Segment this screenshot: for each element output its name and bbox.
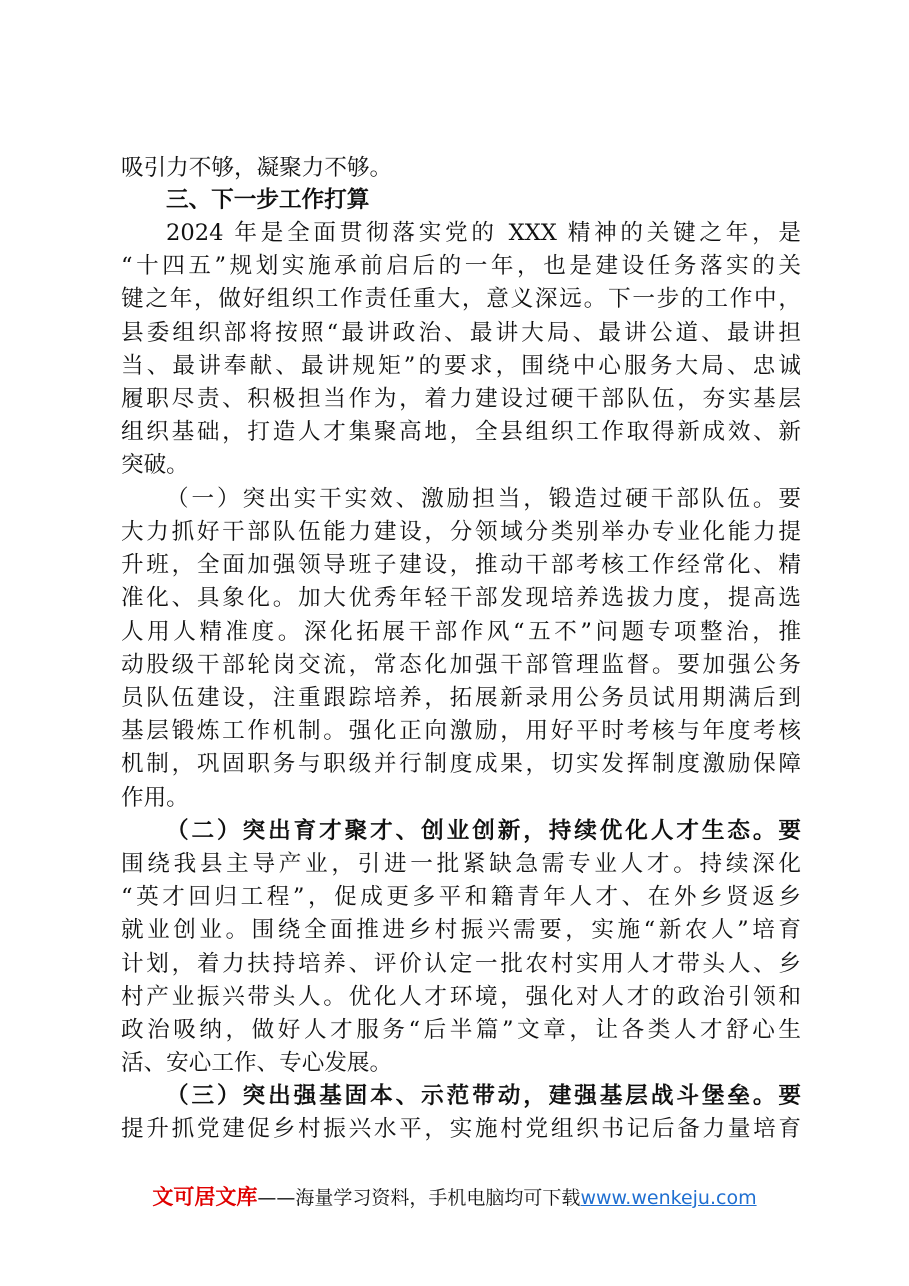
body-line: 大力抓好干部队伍能力建设，分领域分类别举办专业化能力提 xyxy=(121,519,801,545)
body-line: 活、安心工作、专心发展。 xyxy=(121,1050,393,1076)
body-line: 当、最讲奉献、最讲规矩”的要求，围绕中心服务大局、忠诚 xyxy=(121,353,801,379)
body-line: 升班，全面加强领导班子建设，推动干部考核工作经常化、精 xyxy=(121,552,801,578)
body-line: 机制，巩固职务与职级并行制度成果，切实发挥制度激励保障 xyxy=(121,751,801,777)
body-line: 2024 年是全面贯彻落实党的 XXX 精神的关键之年，是 xyxy=(166,220,801,246)
body-line: 村产业振兴带头人。优化人才环境，强化对人才的政治引领和 xyxy=(121,984,801,1010)
body-line: 政治吸纳，做好人才服务“后半篇”文章，让各类人才舒心生 xyxy=(121,1017,801,1043)
body-line: 键之年，做好组织工作责任重大，意义深远。下一步的工作中， xyxy=(121,286,801,312)
body-line: 作用。 xyxy=(121,785,189,811)
body-line: 吸引力不够，凝聚力不够。 xyxy=(121,155,393,181)
body-line: 准化、具象化。加大优秀年轻干部发现培养选拔力度，提高选 xyxy=(121,585,801,611)
subsection-heading-1: （一）突出实干实效、激励担当，锻造过硬干部队伍。要 xyxy=(166,486,801,512)
footer-brand: 文可居文库 xyxy=(152,1185,258,1209)
body-line: 组织基础，打造人才集聚高地，全县组织工作取得新成效、新 xyxy=(121,419,801,445)
body-line: “英才回归工程”，促成更多平和籍青年人才、在外乡贤返乡 xyxy=(121,884,801,910)
body-line: 围绕我县主导产业，引进一批紧缺急需专业人才。持续深化 xyxy=(121,851,801,877)
footer-link[interactable]: www.wenkeju.com xyxy=(580,1187,757,1209)
body-line: “十四五”规划实施承前启后的一年，也是建设任务落实的关 xyxy=(121,253,801,279)
body-line: 员队伍建设，注重跟踪培养，拓展新录用公务员试用期满后到 xyxy=(121,685,801,711)
footer-slogan: ——海量学习资料，手机电脑均可下载 xyxy=(257,1187,581,1209)
body-line: 动股级干部轮岗交流，常态化加强干部管理监督。要加强公务 xyxy=(121,652,801,678)
body-line: 计划，着力扶持培养、评价认定一批农村实用人才带头人、乡 xyxy=(121,951,801,977)
subsection-heading-2: （二）突出育才聚才、创业创新，持续优化人才生态。要 xyxy=(166,818,801,844)
body-line: 突破。 xyxy=(121,452,189,478)
body-line: 人用人精准度。深化拓展干部作风“五不”问题专项整治，推 xyxy=(121,619,801,645)
body-line: 履职尽责、积极担当作为，着力建设过硬干部队伍，夯实基层 xyxy=(121,386,801,412)
body-line: 提升抓党建促乡村振兴水平，实施村党组织书记后备力量培育 xyxy=(121,1116,801,1142)
subsection-heading-3: （三）突出强基固本、示范带动，建强基层战斗堡垒。要 xyxy=(166,1083,801,1109)
section-heading: 三、下一步工作打算 xyxy=(166,187,370,213)
body-line: 基层锻炼工作机制。强化正向激励，用好平时考核与年度考核 xyxy=(121,718,801,744)
footer-banner xyxy=(0,1184,909,1211)
body-line: 就业创业。围绕全面推进乡村振兴需要，实施“新农人”培育 xyxy=(121,917,801,943)
body-line: 县委组织部将按照“最讲政治、最讲大局、最讲公道、最讲担 xyxy=(121,320,801,346)
